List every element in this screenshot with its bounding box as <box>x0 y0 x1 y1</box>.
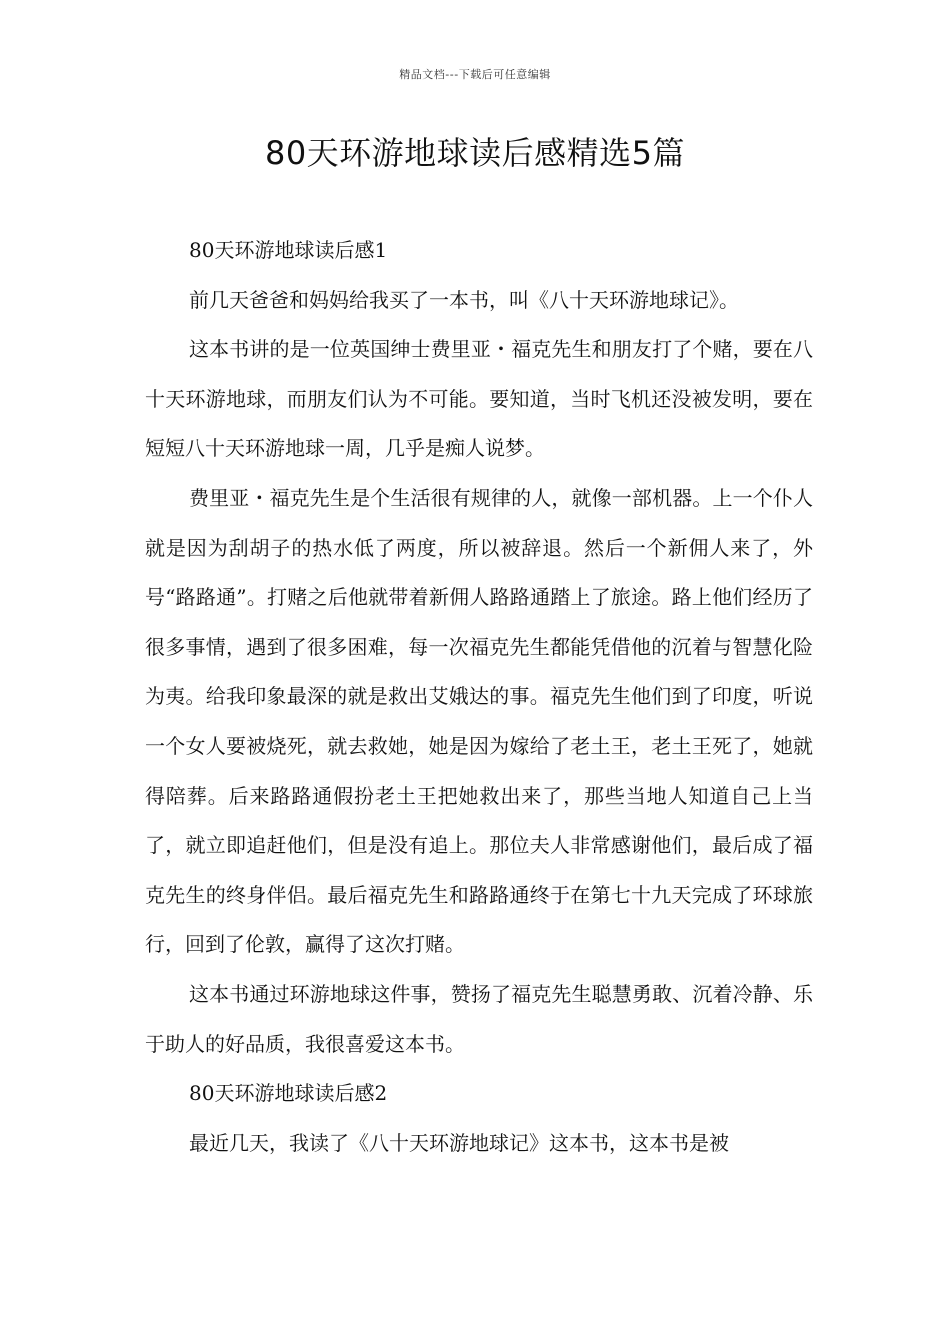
paragraph: 费里亚・福克先生是个生活很有规律的人，就像一部机器。上一个仆人就是因为刮胡子的热水低了两度，所以被辞退。然后一个新佣人来了，外号“路路通”。打赌之后他就带着新佣人路路通踏上了旅途。路上他们经历了很多事情，遇到了很多困难，每一次福克先生都能凭借他的沉着与智慧化险为夷。给我印象最深的就是救出艾娥达的事。福克先生他们到了印度，听说一个女人要被烧死，就去救她，她是因为嫁给了老土王，老土王死了，她就得陪葬。后来路路通假扮老土王把她救出来了，那些当地人知道自己上当了，就立即追赶他们，但是没有追上。那位夫人非常感谢他们，最后成了福克先生的终身伴侣。最后福克先生和路路通终于在第七十九天完成了环球旅行，回到了伦敦，赢得了这次打赌。 <box>145 485 813 957</box>
paragraph: 前几天爸爸和妈妈给我买了一本书，叫《八十天环游地球记》。 <box>189 287 739 312</box>
section-heading: 80天环游地球读后感2 <box>189 1081 388 1106</box>
paragraph: 这本书讲的是一位英国绅士费里亚・福克先生和朋友打了个赌，要在八十天环游地球，而朋友们认为不可能。要知道，当时飞机还没被发明，要在短短八十天环游地球一周，几乎是痴人说梦。 <box>145 337 813 461</box>
section-heading: 80天环游地球读后感1 <box>189 238 388 262</box>
document-title: 80天环游地球读后感精选5篇 <box>264 134 686 172</box>
document-body <box>145 226 813 1168</box>
paragraph: 这本书通过环游地球这件事，赞扬了福克先生聪慧勇敢、沉着冷静、乐于助人的好品质，我很喜爱这本书。 <box>145 981 813 1056</box>
paragraph: 最近几天，我读了《八十天环游地球记》这本书，这本书是被 <box>189 1130 729 1155</box>
header-note: 精品文档---下载后可任意编辑 <box>399 68 551 81</box>
